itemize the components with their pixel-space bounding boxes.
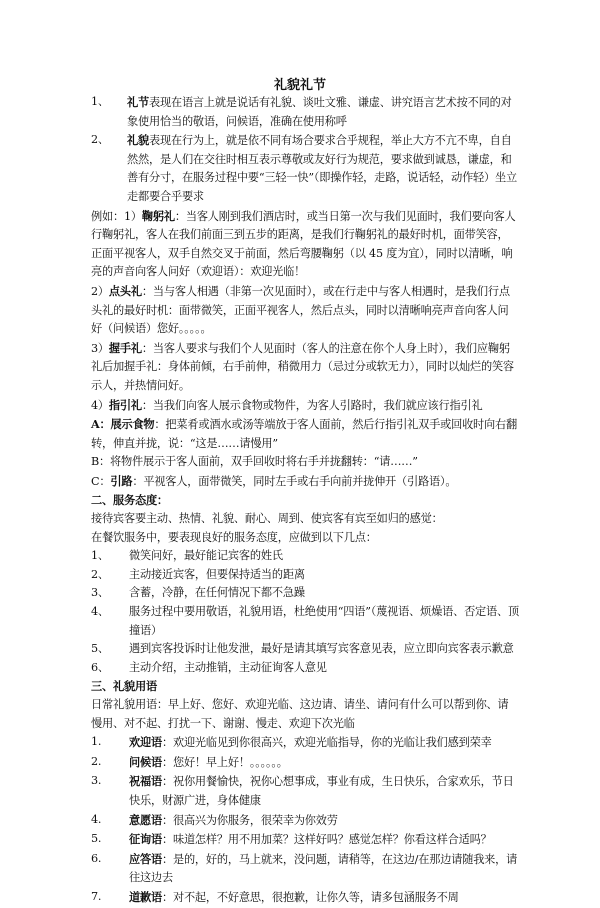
item-text: 表现在行为上，就是依不同有场合要求合乎规程，举止大方不亢不卑，自自然然，是人们在交往时相互表示尊敬或友好行为规范，要求做到诚恳，谦虚，和善有分寸，在服务过程中要“三轻一快”（即操作轻，走路，说话轻，动作轻）坐立走都要合乎要求 — [127, 134, 518, 203]
item-number: 3. — [91, 774, 102, 788]
list-item — [91, 753, 519, 773]
section-heading: 二、服务态度： — [91, 493, 168, 508]
list-item — [91, 584, 519, 603]
example-prefix: 例如：1） — [91, 209, 142, 223]
item-number: 1. — [91, 735, 102, 749]
document-body — [91, 93, 519, 908]
item-text: ：很高兴为你服务，很荣幸为你效劳 — [161, 813, 338, 827]
item-number: 6. — [91, 851, 102, 865]
item-term: 欢迎语 — [129, 735, 162, 750]
section-line: 在餐饮服务中，要表现良好的服务态度，应做到以下几点： — [91, 530, 377, 544]
intro-item — [91, 93, 519, 131]
sub-text: ：平视客人，面带微笑，同时左手或右手向前并拢伸开（引路语）。 — [132, 474, 457, 488]
sub-prefix: B： — [91, 455, 111, 469]
item-text: ：是的，好的，马上就来，没问题，请稍等，在这边/在那边请随我来，请往这边去 — [129, 852, 518, 885]
item-number: 2、 — [91, 133, 109, 147]
item-text: ：祝你用餐愉快，祝你心想事成，事业有成，生日快乐，合家欢乐，节日快乐，财源广进，身体健康 — [129, 775, 514, 807]
item-term: 征询语 — [129, 832, 162, 847]
item-number: 2、 — [91, 567, 109, 581]
example-text: ：当客人要求与我们个人见面时（客人的注意在你个人身上时），我们应鞠躬礼后加握手礼：身体前倾，右手前伸，稍微用力（忌过分或软无力），同时以灿烂的笑容示人，并热情问好。 — [91, 341, 514, 392]
sub-prefix: A： — [91, 417, 111, 432]
example-prefix: 4） — [91, 398, 109, 412]
example-paragraph — [91, 282, 519, 339]
item-text: 微笑问好，最好能记宾客的姓氏 — [129, 549, 283, 563]
item-term: 问候语 — [129, 754, 162, 769]
list-item — [91, 566, 519, 585]
sub-text: ：把菜肴或酒水或汤等端放于客人面前，然后行指引礼双手或回收时向右翻转，伸直并拢，说：“这是……请慢用” — [91, 418, 518, 450]
list-item — [91, 830, 519, 850]
intro-item — [91, 131, 519, 206]
item-text: 服务过程中要用敬语，礼貌用语，杜绝使用“四语”（蔑视语、烦燥语、否定语、顶撞语） — [129, 605, 520, 637]
list-item — [91, 640, 519, 659]
item-number: 4. — [91, 812, 102, 826]
item-text: 主动介绍，主动推销，主动征询客人意见 — [129, 660, 327, 674]
item-text: 遇到宾客投诉时让他发泄，最好是请其填写宾客意见表，应立即向宾客表示歉意 — [129, 642, 514, 656]
list-item — [91, 733, 519, 753]
example-paragraph — [91, 339, 519, 396]
example-prefix: 2） — [91, 284, 109, 298]
item-term: 道歉语 — [129, 889, 162, 904]
list-item — [91, 850, 519, 888]
example-paragraph — [91, 207, 519, 282]
example-prefix: 3） — [91, 341, 109, 355]
item-term: 应答语 — [129, 851, 162, 866]
item-number: 2. — [91, 754, 102, 768]
item-text: 主动接近宾客，但要保持适当的距离 — [129, 567, 305, 581]
item-number: 1、 — [91, 549, 109, 563]
sub-paragraph — [91, 472, 519, 492]
item-text: ：对不起，不好意思，很抱歉，让你久等，请多包涵服务不周 — [161, 890, 459, 904]
item-number: 1、 — [91, 95, 109, 108]
item-number: 4、 — [91, 605, 109, 619]
item-term: 祝福语 — [129, 774, 162, 789]
list-item — [91, 603, 519, 640]
example-text: ：当客人刚到我们酒店时，或当日第一次与我们见面时，我们要向客人行鞠躬礼，客人在我们前面三到五步的距离，是我们行鞠躬礼的最好时机，面带笑容，正面平视客人，双手自然交叉于前面，然后弯腰鞠躬（以 45 度为宜），同时以清晰，响亮的声音向客人问好（欢迎语）：欢迎光临！ — [91, 209, 516, 279]
item-number: 5、 — [91, 642, 109, 656]
item-text: ：您好！早上好！。。。。。。 — [161, 755, 288, 769]
item-text: 表现在语言上就是说话有礼貌、谈吐文雅、谦虚、讲究语言艺术按不同的对象使用恰当的敬语，问候语，准确在使用称呼 — [127, 96, 512, 128]
section-line: 日常礼貌用语：早上好、您好、欢迎光临、这边请、请坐、请问有什么可以帮到你、请慢用、对不起、打扰一下、谢谢、慢走、欢迎下次光临 — [91, 698, 509, 730]
item-number: 3、 — [91, 586, 109, 600]
sub-paragraph — [91, 415, 519, 453]
item-number: 5. — [91, 832, 102, 846]
sub-text: 将物件展示于客人面前，双手回收时将右手并拢翻转：“请……” — [110, 455, 418, 469]
list-item — [91, 888, 519, 908]
list-item — [91, 547, 519, 566]
section-line: 接待宾客要主动、热情、礼貌、耐心、周到、使宾客有宾至如归的感觉： — [91, 512, 443, 526]
example-term: 点头礼 — [108, 283, 142, 298]
example-paragraph — [91, 396, 519, 416]
item-text: 含蓄，冷静，在任何情况下都不急躁 — [129, 586, 305, 600]
item-number: 7. — [91, 889, 102, 903]
item-text: ：味道怎样？用不用加菜？这样好吗？感觉怎样？你看这样合适吗？ — [161, 833, 492, 847]
example-text: ：当我们向客人展示食物或物件，为客人引路时，我们就应该行指引礼 — [141, 398, 483, 412]
item-text: ：欢迎光临见到你很高兴，欢迎光临指导，你的光临让我们感到荣幸 — [161, 736, 492, 750]
section-heading: 三、礼貌用语 — [91, 679, 157, 694]
sub-term: 展示食物 — [110, 417, 155, 432]
list-item — [91, 772, 519, 810]
example-text: ：当与客人相遇（非第一次见面时），或在行走中与客人相遇时，是我们行点头礼的最好时机：面带微笑，正面平视客人，然后点头，同时以清晰响亮声音向客人问好（问候语）您好。。。。。 — [91, 284, 510, 336]
example-term: 指引礼 — [108, 397, 142, 412]
example-term: 鞠躬礼 — [141, 208, 175, 223]
sub-paragraph — [91, 453, 519, 472]
sub-prefix: C： — [91, 474, 111, 488]
list-item — [91, 811, 519, 831]
item-number: 6、 — [91, 660, 109, 674]
list-item — [91, 659, 519, 678]
item-term: 礼节 — [127, 95, 149, 109]
page-title: 礼貌礼节 — [273, 78, 326, 93]
item-term: 礼貌 — [127, 133, 149, 148]
sub-term: 引路 — [110, 473, 133, 488]
item-term: 意愿语 — [129, 812, 162, 827]
example-term: 握手礼 — [108, 340, 142, 355]
